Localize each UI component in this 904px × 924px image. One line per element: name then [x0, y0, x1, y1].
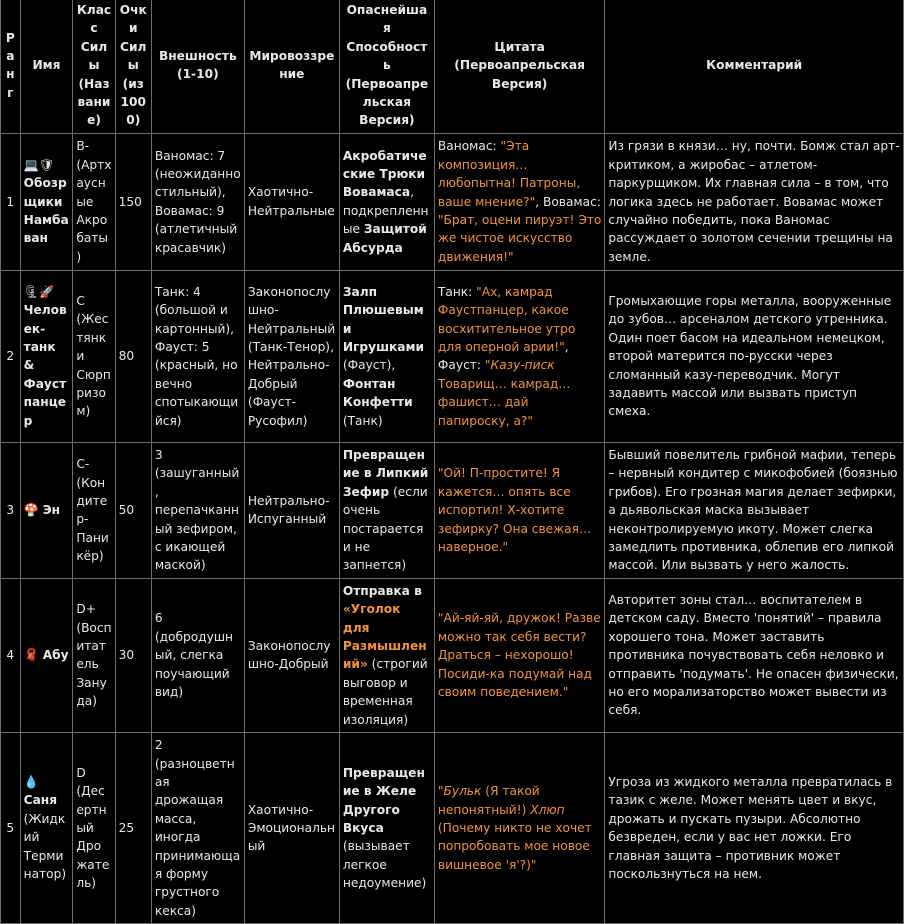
looks-cell: 6 (добродушный, слегка поучающий вид)	[151, 578, 244, 732]
looks-cell: Ваномас: 7 (неожиданно стильный), Вовамас: 9 (атлетичный красавчик)	[151, 133, 244, 270]
character-name: Абу	[42, 648, 69, 663]
rank-cell: 5	[1, 733, 21, 924]
character-icon: 🧣	[23, 648, 39, 663]
header-quote: Цитата (Первоапрельская Версия)	[434, 0, 604, 133]
comment-cell: Громыхающие горы металла, вооруженные до зубов… арсеналом детского утренника. Один поет басом на идеальном немецком, второй матерится по-русски через сломанный казу-переводчик. Могут задавить массой или вызвать приступ смеха.	[605, 270, 904, 442]
name-cell	[20, 270, 73, 442]
quote-text: "Ай-яй-яй, дружок! Разве можно так себя вести? Драться – нехорошо! Посиди-ка подумай над своим поведением."	[437, 611, 601, 700]
worldview-cell: Законопослушно-Нейтральный (Танк-Тенор), Нейтрально-Добрый (Фауст-Русофил)	[244, 270, 339, 442]
ability-cell	[339, 442, 434, 578]
header-comment: Комментарий	[605, 0, 904, 133]
ability-text: (строгий выговор и временная изоляция)	[342, 657, 428, 727]
quote-speaker: , Вовамас:	[535, 194, 601, 209]
quote-speaker: Танк:	[437, 284, 477, 299]
comment-cell: Из грязи в князи… ну, почти. Бомж стал арт-критиком, а жиробас – атлетом-паркурщиком. Их главная сила – в том, что логика здесь не работает. Вовамас может случайно победить, пока Ваномас рассуждает о золотом сечении трещины на земле.	[605, 133, 904, 270]
points-cell: 80	[115, 270, 151, 442]
ability-text: (вызывает легкое недоумение)	[342, 839, 427, 891]
name-cell	[20, 733, 73, 924]
table-row	[1, 733, 904, 924]
ability-name: «Уголок для Размышлений»	[342, 602, 427, 672]
character-name: Человек-танк & Фаустпанцер	[23, 303, 67, 428]
looks-cell: Танк: 4 (большой и картонный), Фауст: 5 (красный, но вечно спотыкающийся)	[151, 270, 244, 442]
points-cell: 30	[115, 578, 151, 732]
rank-cell: 3	[1, 442, 21, 578]
points-cell: 50	[115, 442, 151, 578]
character-name: Саня	[23, 793, 58, 808]
header-rank: Ранг	[1, 0, 21, 133]
quote-text: "Ах, камрад Фаустпанцер, какое восхитительное утро для оперной арии!"	[437, 284, 576, 354]
worldview-cell: Хаотично-Нейтральные	[244, 133, 339, 270]
class-cell: D (Десертный Дрожатель)	[73, 733, 115, 924]
table-row	[1, 442, 904, 578]
header-name: Имя	[20, 0, 73, 133]
quote-text: Товарищ… камрад… фашист… дай папироску, а?"	[437, 376, 571, 428]
comment-cell: Авторитет зоны стал… воспитателем в детском саду. Вместо 'понятий' – правила хорошего тона. Может заставить противника почувствовать себя неловко и отправить 'подумать'. Не опасен физически, но его морализаторство может вывести из себя.	[605, 578, 904, 732]
ability-text: (Фауст),	[342, 358, 396, 373]
quote-sound: "Бульк	[437, 784, 482, 799]
quote-cell	[434, 733, 604, 924]
ability-name: Отправка в	[342, 583, 422, 598]
looks-cell: 3 (зашуганный, перепачканный зефиром, с икающей маской)	[151, 442, 244, 578]
comment-cell: Бывший повелитель грибной мафии, теперь – нервный кондитер с микофобией (боязнью грибов). Его грозная магия делает зефирки, а дьявольская маска вызывает неконтролируемую икоту. Может слегка замедлить противника, облепив его липкой массой. Или вызвать у него жалость.	[605, 442, 904, 578]
header-worldview: Мировоззрение	[244, 0, 339, 133]
ability-name: Акробатические Трюки Вовамаса	[342, 148, 427, 200]
name-cell	[20, 442, 73, 578]
points-cell: 25	[115, 733, 151, 924]
ability-cell	[339, 133, 434, 270]
quote-sound: "Казу-писк	[484, 358, 555, 373]
table-row	[1, 133, 904, 270]
ability-cell	[339, 270, 434, 442]
character-name: Эн	[42, 503, 61, 518]
class-cell: C- (Кондитер-Паникёр)	[73, 442, 115, 578]
character-icon: 🍄	[23, 503, 39, 518]
header-points: Очки Силы (из 1000)	[115, 0, 151, 133]
quote-cell	[434, 133, 604, 270]
rank-cell: 1	[1, 133, 21, 270]
character-icon: 💻🛡	[23, 157, 55, 172]
ability-name: Залп Плюшевыми Игрушками	[342, 284, 425, 354]
points-cell: 150	[115, 133, 151, 270]
quote-sound: Хлюп	[530, 802, 565, 817]
quote-text: "Брат, оцени пируэт! Это же чистое искусство движения!"	[437, 213, 602, 264]
ability-text: , подкрепленные	[342, 185, 429, 237]
quote-text: "Эта композиция… любопытна! Патроны, ваше мнение?"	[437, 139, 581, 209]
quote-cell	[434, 578, 604, 732]
worldview-cell: Хаотично-Эмоциональный	[244, 733, 339, 924]
rank-cell: 2	[1, 270, 21, 442]
quote-speaker: Ваномас:	[437, 139, 501, 154]
name-cell	[20, 133, 73, 270]
ability-cell	[339, 578, 434, 732]
character-icon: 💧	[23, 774, 39, 789]
ability-name: Защитой Абсурда	[342, 222, 427, 255]
quote-cell	[434, 270, 604, 442]
class-cell: C (Жестянки Сюрпризом)	[73, 270, 115, 442]
header-ability: Опаснейшая Способность (Первоапрельская Версия)	[339, 0, 434, 133]
comment-cell: Угроза из жидкого металла превратилась в тазик с желе. Может менять цвет и вкус, дрожать и пускать пузыри. Абсолютно безвреден, если у вас нет ложки. Его главная защита – противник может поскользнуться на нем.	[605, 733, 904, 924]
ability-name: Превращение в Липкий Зефир	[342, 447, 429, 499]
header-row	[1, 0, 904, 133]
character-alias: (Жидкий Терминатор)	[23, 811, 67, 881]
ability-cell	[339, 733, 434, 924]
header-looks: Внешность (1-10)	[151, 0, 244, 133]
table-row	[1, 578, 904, 732]
character-name: Обозрщики Намбаван	[23, 176, 69, 246]
class-cell: D+ (Воспитатель Зануда)	[73, 578, 115, 732]
quote-text: (Почему никто не хочет попробовать мое новое вишневое 'я'?)"	[437, 820, 592, 872]
ability-name: Превращение в Желе Другого Вкуса	[342, 765, 425, 835]
character-icon: 🗜🚀	[23, 284, 55, 299]
header-class: Класс Силы (Название)	[73, 0, 115, 133]
class-cell: B- (Артхаусные Акробаты)	[73, 133, 115, 270]
table-row	[1, 270, 904, 442]
name-cell	[20, 578, 73, 732]
rank-cell: 4	[1, 578, 21, 732]
worldview-cell: Законопослушно-Добрый	[244, 578, 339, 732]
ability-name: Фонтан Конфетти	[342, 376, 413, 410]
worldview-cell: Нейтрально-Испуганный	[244, 442, 339, 578]
quote-text: "Ой! П-простите! Я кажется… опять все испортил! Х-хотите зефирку? Она свежая… наверное."	[437, 466, 592, 554]
quote-cell	[434, 442, 604, 578]
quote-text: (Я такой непонятный!)	[437, 784, 540, 817]
quote-speaker: , Фауст:	[437, 339, 569, 373]
looks-cell: 2 (разноцветная дрожащая масса, иногда принимающая форму грустного кекса)	[151, 733, 244, 924]
ability-text: (если очень постарается и не запнется)	[342, 484, 428, 573]
ability-text: (Танк)	[342, 413, 383, 428]
